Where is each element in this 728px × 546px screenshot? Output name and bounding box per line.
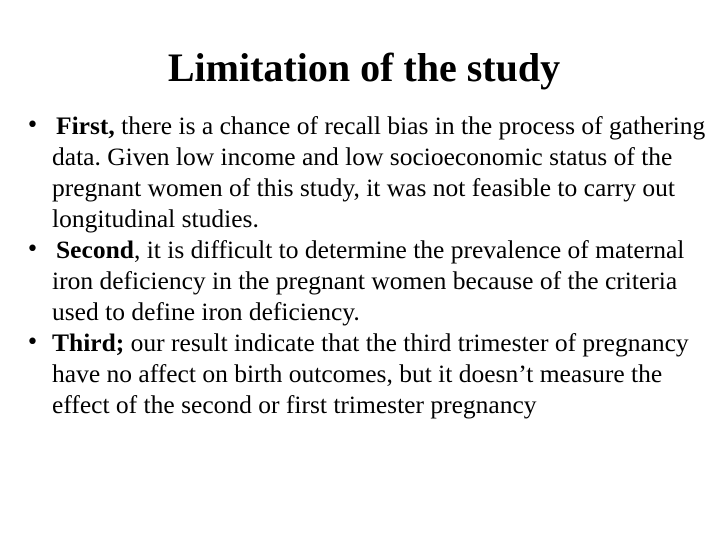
bullet-item-third (26, 327, 706, 420)
bullet-text-first: there is a chance of recall bias in the process of gathering data. Given low income and low socioeconomic status of the pregnant women of this study, it was not feasible to carry out longitudinal studies. (52, 111, 706, 233)
bullet-text-second: , it is difficult to determine the prevalence of maternal iron deficiency in the pregnant women because of the criteria used to define iron deficiency. (52, 235, 685, 326)
bullet-list (26, 110, 706, 420)
slide-title: Limitation of the study (167, 45, 561, 90)
bullet-item-second (26, 234, 706, 327)
bullet-lead-third: Third; (52, 328, 125, 357)
bullet-lead-first: First, (56, 111, 115, 140)
bullet-point-icon: • (26, 113, 39, 138)
bullet-point-icon: • (26, 330, 39, 355)
bullet-point-icon: • (26, 237, 39, 262)
bullet-lead-second: Second (56, 235, 134, 264)
bullet-text-third: our result indicate that the third trimester of pregnancy have no affect on birth outcomes, but it doesn’t measure the effect of the second or first trimester pregnancy (52, 328, 689, 419)
bullet-item-first (26, 110, 706, 234)
